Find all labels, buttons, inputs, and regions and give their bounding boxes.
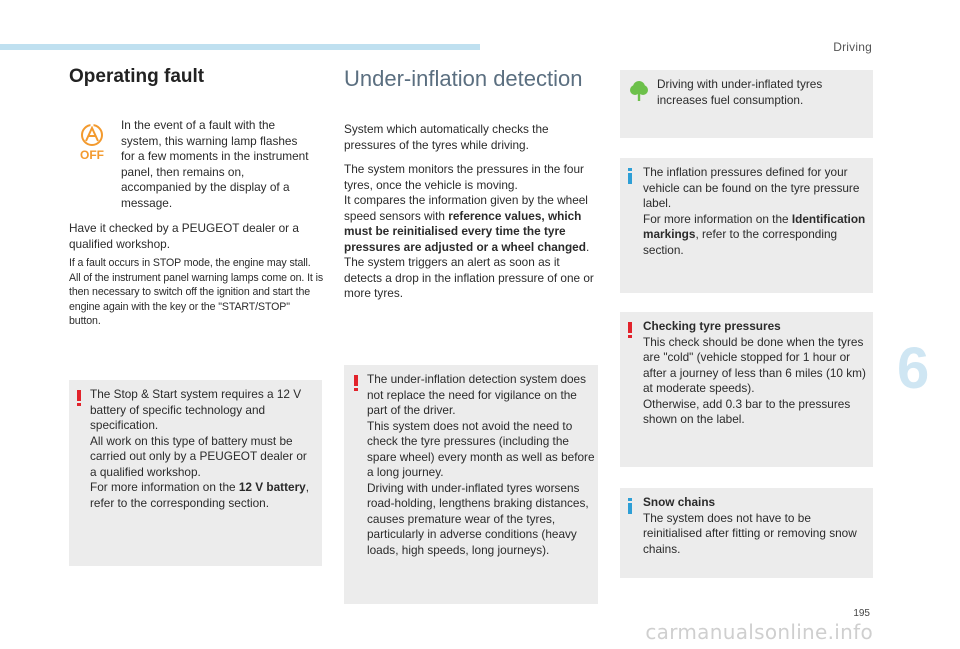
info-icon: [628, 168, 632, 184]
warning-icon: [354, 375, 358, 391]
eco-box: [620, 70, 873, 138]
under-inflation-body: The system monitors the pressures in the four tyres, once the vehicle is moving. It compares the information given by the wheel speed sensors with reference values, which must be reinitialised every time the tyre pressures are adjusted or a wheel changed. The system triggers an alert as soon as it detects a drop in the inflation pressure of one or more tyres.: [344, 162, 594, 300]
watermark: carmanualsonline.info: [645, 620, 873, 644]
page-number: 195: [853, 608, 870, 619]
under-inflation-title: Under-inflation detection: [344, 66, 583, 91]
lamp-text: In the event of a fault with the system, this warning lamp flashes for a few moments in the instrument panel, then remains on, accompanied by the display of a message.: [121, 118, 309, 210]
warning-icon: [628, 322, 632, 338]
tyre-pressure-info-box: [620, 158, 873, 293]
info-icon: [628, 498, 632, 514]
eco-text: Driving with under-inflated tyres increases fuel consumption.: [657, 77, 823, 107]
checking-pressures-text: This check should be done when the tyres are "cold" (vehicle stopped for 1 hour or after a journey of less than 6 miles (10 km) at moderate speeds). Otherwise, add 0.3 bar to the pressures shown on the label.: [643, 334, 866, 426]
battery-warning-box: [69, 380, 322, 566]
checking-pressures-title: Checking tyre pressures: [643, 319, 781, 333]
checking-pressures-box: [620, 312, 873, 467]
header-bar: [0, 44, 480, 50]
dealer-text: Have it checked by a PEUGEOT dealer or a qualified workshop.: [69, 221, 299, 251]
snow-chains-title: Snow chains: [643, 495, 716, 509]
snow-chains-text: The system does not have to be reinitialised after fitting or removing snow chains.: [643, 510, 857, 556]
operating-fault-title: Operating fault: [69, 66, 205, 87]
warning-icon: [77, 390, 81, 406]
snow-chains-content: [643, 495, 868, 557]
vigilance-warning-text: The under-inflation detection system does not replace the need for vigilance on the part of the driver. This system does not avoid the need to check the tyre pressures (including the spare wheel) every month as well as before a long journey. Driving with under-inflated tyres worsens road-holding, lengthens braking distances, causes premature wear of the tyres, particularly in adverse conditions (heavy loads, high speeds, long journeys).: [367, 372, 595, 557]
battery-warning-text: The Stop & Start system requires a 12 V battery of specific technology and specification. All work on this type of battery must be carried out only by a PEUGEOT dealer or a qualified workshop. For more information on the 12 V battery, refer to the corresponding section.: [90, 387, 310, 510]
vigilance-warning-box: [344, 365, 598, 604]
eco-tree-icon: [630, 80, 648, 102]
chapter-number: 6: [897, 336, 930, 401]
section-label: Driving: [833, 40, 872, 54]
stop-start-off-lamp-icon: [72, 122, 112, 162]
snow-chains-box: [620, 488, 873, 578]
stop-mode-text: If a fault occurs in STOP mode, the engine may stall. All of the instrument panel warning lamps come on. It is then necessary to switch off the ignition and start the engine again with the key or the "START/STOP" button.: [69, 257, 324, 327]
svg-text:OFF: OFF: [80, 148, 104, 162]
checking-pressures-content: [643, 319, 871, 428]
tyre-pressure-info-text: The inflation pressures defined for your vehicle can be found on the tyre pressure label. For more information on the Identification markings, refer to the corresponding section.: [643, 165, 866, 257]
under-inflation-intro: System which automatically checks the pressures of the tyres while driving.: [344, 122, 549, 152]
